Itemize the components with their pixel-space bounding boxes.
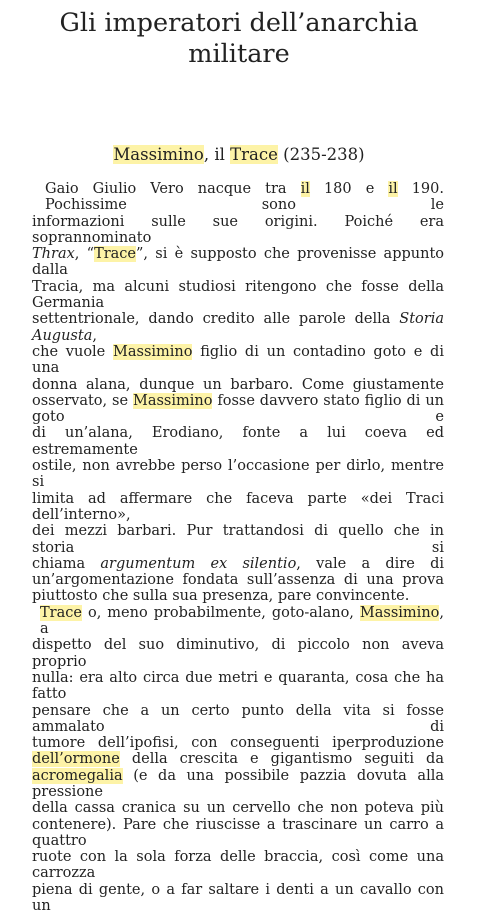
text-line <box>32 670 444 703</box>
text-run: chiama <box>32 555 101 572</box>
body-text <box>32 181 444 914</box>
text-line <box>32 817 444 850</box>
text-run: tumore dell’ipofisi, con conseguenti iperproduzione <box>32 735 444 752</box>
text-line <box>32 572 444 588</box>
text-run: , <box>92 327 97 344</box>
text-line <box>32 703 444 736</box>
highlighted-text[interactable]: Trace <box>94 246 137 263</box>
paragraph-2 <box>32 605 444 914</box>
text-run: 190. Pochissime sono le <box>45 181 444 214</box>
text-run: donna alana, dunque un barbaro. Come giustamente <box>32 376 444 393</box>
highlighted-text[interactable]: Massimino <box>132 392 213 409</box>
text-line <box>32 637 444 670</box>
text-run: figlio di un contadino goto e di una <box>32 343 444 377</box>
highlighted-text[interactable]: Massimino <box>359 604 440 621</box>
text-line <box>32 800 444 816</box>
text-line <box>32 605 444 638</box>
text-line <box>32 556 444 572</box>
text-line <box>32 425 444 458</box>
text-run: , vale a dire di <box>296 555 444 572</box>
heading-dates: (235-238) <box>277 145 365 164</box>
text-line <box>32 246 444 279</box>
italic-text: Thrax <box>32 246 75 263</box>
text-run: dei mezzi barbari. Pur trattandosi di quello che in storia si <box>32 523 444 556</box>
text-run: (e da una possibile pazzia dovuta alla pressione <box>32 767 444 800</box>
text-line <box>32 344 444 377</box>
highlighted-text[interactable]: il <box>300 181 310 197</box>
highlighted-text[interactable]: Trace <box>40 604 82 621</box>
text-line <box>32 311 444 344</box>
heading-name-highlight[interactable]: Massimino <box>113 145 204 164</box>
highlighted-text[interactable]: il <box>388 181 398 197</box>
text-line <box>32 377 444 393</box>
highlighted-text[interactable]: acromegalia <box>32 767 123 784</box>
highlighted-text[interactable]: Massimino <box>113 343 193 360</box>
text-line <box>32 735 444 751</box>
text-line <box>32 768 444 801</box>
text-line <box>32 181 444 214</box>
heading-epithet-highlight[interactable]: Trace <box>230 145 278 164</box>
italic-text: argumentum ex silentio <box>100 555 297 572</box>
text-run: di un’alana, Erodiano, fonte a lui coeva ed estremamente <box>32 425 444 458</box>
text-run: settentrionale, dando credito alle parole della <box>32 311 400 328</box>
text-run: osservato, se <box>32 392 133 409</box>
text-run: pensare che a un certo punto della vita si fosse ammalato di <box>32 702 444 735</box>
paragraph-1 <box>32 181 444 605</box>
text-run: nulla: era alto circa due metri e quaranta, cosa che ha fatto <box>32 669 444 703</box>
text-run: 180 e <box>309 181 389 197</box>
text-run: dispetto del suo diminutivo, di piccolo non aveva proprio <box>32 637 444 670</box>
text-line <box>32 393 444 426</box>
text-line <box>32 849 444 882</box>
highlighted-text[interactable]: dell’ormone <box>32 751 120 768</box>
text-line <box>32 214 444 247</box>
heading-separator: , il <box>203 145 231 164</box>
text-line <box>32 491 444 524</box>
text-run: informazioni sulle sue origini. Poiché era soprannominato <box>32 213 444 246</box>
text-run: contenere). Pare che riuscisse a trascinare un carro a quattro <box>32 816 444 849</box>
text-line <box>32 882 444 914</box>
chapter-title <box>0 8 478 70</box>
text-run: fosse davvero stato figlio di un goto e <box>32 392 444 426</box>
text-run: limita ad affermare che faceva parte «dei Traci dell’interno», <box>32 490 444 523</box>
text-run: , “ <box>74 246 95 263</box>
section-heading <box>0 145 478 164</box>
text-run: che vuole <box>32 343 114 360</box>
text-line <box>32 523 444 556</box>
text-line <box>32 279 444 312</box>
text-run: della cassa cranica su un cervello che non poteva più <box>32 800 444 817</box>
text-run: o, meno probabilmente, goto-alano, <box>81 604 360 621</box>
text-run: un’argomentazione fondata sull’assenza di una prova <box>32 572 444 589</box>
text-run: ”, si è supposto che provenisse appunto dalla <box>32 246 444 279</box>
text-run: Tracia, ma alcuni studiosi ritengono che fosse della Germania <box>32 278 444 312</box>
text-run: , a <box>40 604 444 638</box>
text-run: della crescita e gigantismo seguiti da <box>119 751 444 768</box>
text-run: Gaio Giulio Vero nacque tra <box>45 181 301 197</box>
chapter-title-line-1: Gli imperatori dell’anarchia <box>59 8 419 38</box>
text-run: ostile, non avrebbe perso l’occasione per dirlo, mentre si <box>32 458 444 491</box>
text-line <box>32 588 444 604</box>
text-line <box>32 458 444 491</box>
text-run: piena di gente, o a far saltare i denti a un cavallo con un <box>32 881 444 914</box>
text-run: ruote con la sola forza delle braccia, così come una carrozza <box>32 849 444 882</box>
italic-text: Storia Augusta <box>32 311 444 344</box>
chapter-title-line-2: militare <box>188 39 290 69</box>
text-line <box>32 751 444 767</box>
text-run: piuttosto che sulla sua presenza, pare convincente. <box>32 588 410 605</box>
